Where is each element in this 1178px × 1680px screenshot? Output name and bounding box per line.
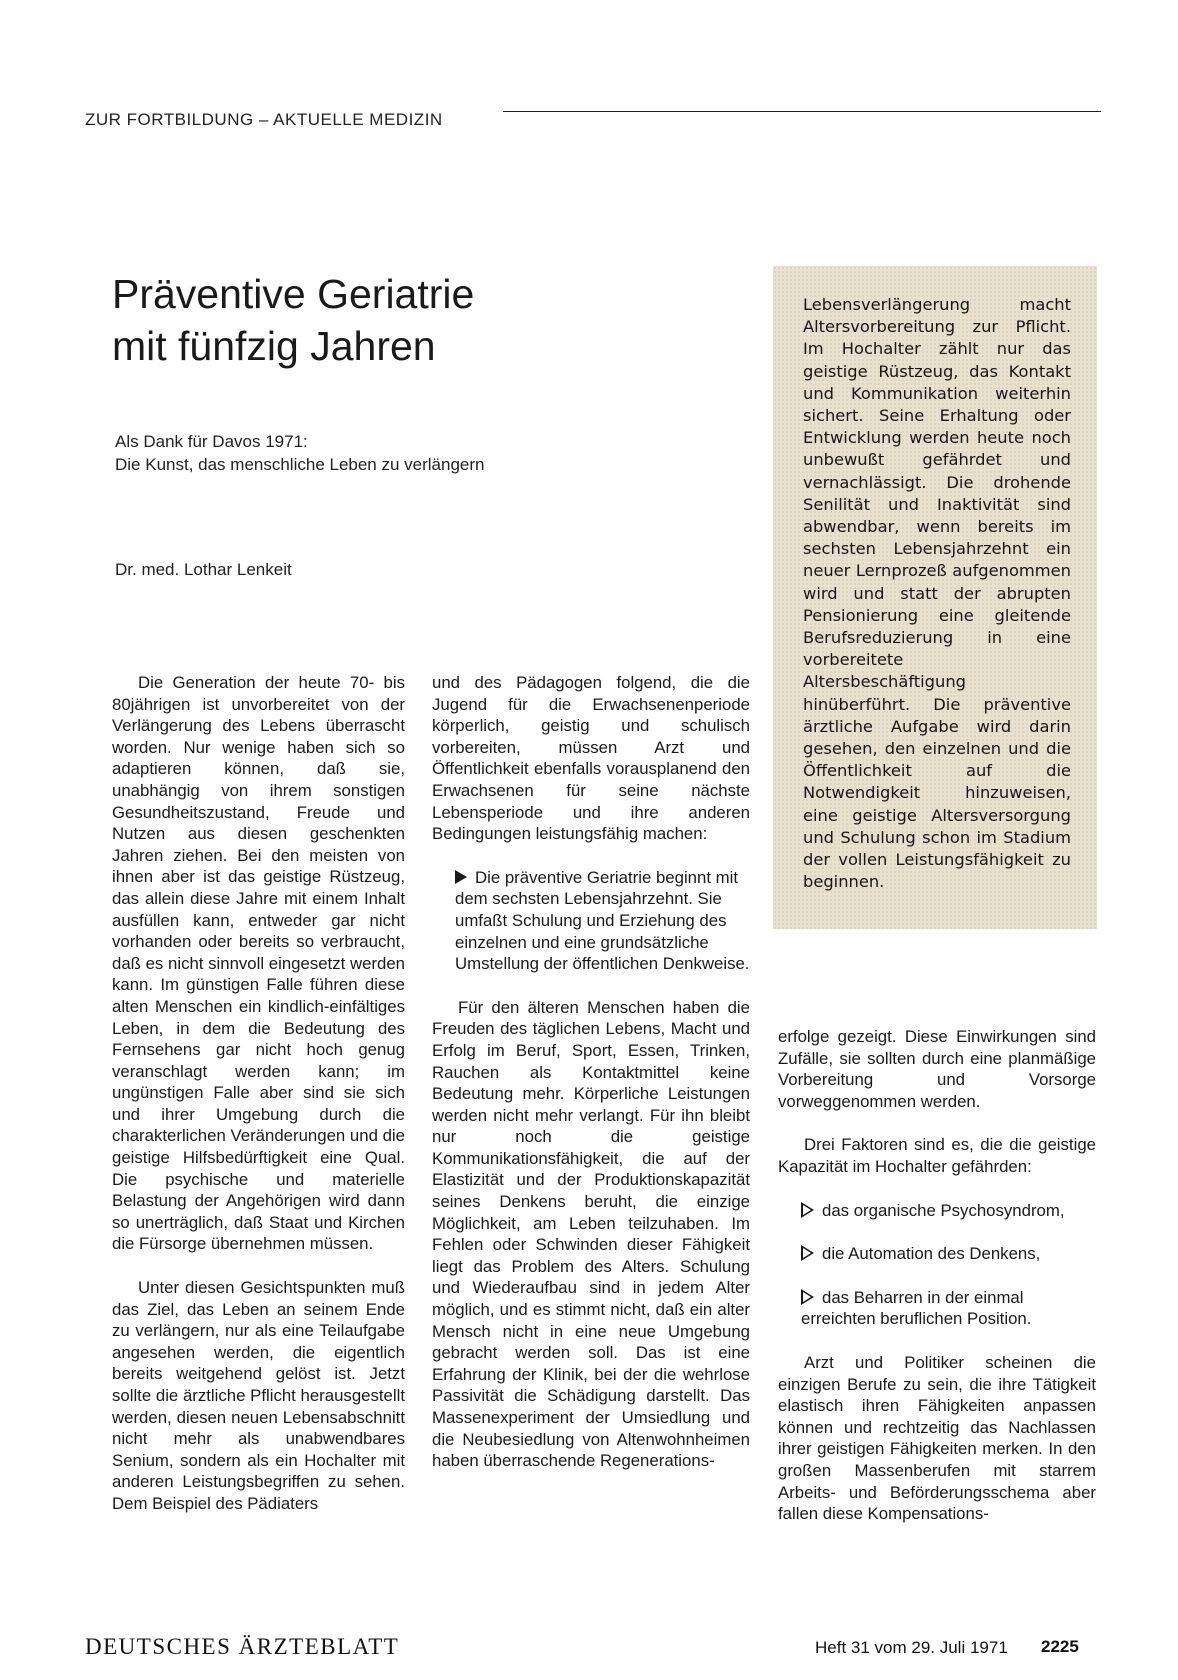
body-paragraph: Arzt und Politiker scheinen die einzigen Berufe zu sein, die ihre Tätigkeit elastisch ihren Fähigkeiten anpassen können und rechtzeitig das Nachlassen ihrer geistigen Fähigkeiten merken. In den großen Massenberufen mit starrem Arbeits- und Beförderungsschema aber fallen diese Kompensations- xyxy=(778,1352,1096,1524)
header-rule xyxy=(503,111,1101,112)
section-header: ZUR FORTBILDUNG – AKTUELLE MEDIZIN xyxy=(85,110,443,129)
title-line-2: mit fünfzig Jahren xyxy=(112,323,436,369)
summary-text xyxy=(803,294,1071,893)
body-paragraph: Unter diesen Gesichtspunkten muß das Ziel, das Leben an seinem Ende zu verlängern, nur als eine Teilaufgabe angesehen werden, die eigentlich bereits weitgehend gelöst ist. Jetzt sollte die ärztliche Pflicht herausgestellt werden, diesen neuen Lebensabschnitt nicht mehr als unabwendbares Senium, sondern als ein Hochalter mit anderen Leistungsbegriffen zu sehen. Dem Beispiel des Pädiaters xyxy=(112,1278,405,1513)
body-paragraph: erfolge gezeigt. Diese Einwirkungen sind Zufälle, sie sollten durch eine planmäßige Vorbereitung und Vorsorge vorweggenommen werden. xyxy=(778,1027,1096,1111)
column-2 xyxy=(432,672,750,1494)
body-paragraph: Drei Faktoren sind es, die die geistige Kapazität im Hochalter gefährden: xyxy=(778,1135,1096,1176)
author-name: Dr. med. Lothar Lenkeit xyxy=(115,560,292,579)
summary-paragraph: Lebensverlängerung macht Altersvorbereitung zur Pflicht. Im Hochalter zählt nur das geistige Rüstzeug, das Kontakt und Kommunikation weiterhin sichert. Seine Erhaltung oder Entwicklung werden heute noch unbewußt gefährdet und vernachlässigt. Die drohende Senilität und Inaktivität sind abwendbar, wenn bereits im sechsten Lebensjahrzehnt ein neuer Lernprozeß aufgenommen wird und statt der abrupten Pensionierung eine gleitende Berufsreduzierung in eine vorbereitete Altersbeschäftigung hinüberführt. Die präventive ärztliche Aufgabe wird darin gesehen, den einzelnen und die Öffentlichkeit auf die Notwendigkeit hinzuweisen, eine geistige Altersversorgung und Schulung schon im Stadium der vollen Leistungsfähigkeit zu beginnen. xyxy=(803,295,1071,892)
column-3 xyxy=(778,1026,1096,1547)
page-number: 2225 xyxy=(1041,1637,1079,1656)
list-item-text: die Automation des Denkens, xyxy=(822,1244,1041,1264)
subtitle-line-1: Als Dank für Davos 1971: xyxy=(115,432,308,451)
list-item xyxy=(778,1200,1096,1222)
open-triangle-bullet-icon xyxy=(801,1289,814,1305)
article-title xyxy=(112,268,672,372)
body-paragraph: und des Pädagogen folgend, die die Jugend für die Erwachsenenperiode körperlich, geistig und schulisch vorbereiten, müssen Arzt und Öffentlichkeit ebenfalls vorausplanend den Erwachsenen für seine nächste Lebensperiode und ihre anderen Bedingungen leistungsfähig machen: xyxy=(432,673,750,844)
subtitle-line-2: Die Kunst, das menschliche Leben zu verlängern xyxy=(115,455,485,474)
open-triangle-bullet-icon xyxy=(801,1202,814,1218)
list-item-text: das organische Psychosyndrom, xyxy=(822,1200,1065,1220)
issue-info: Heft 31 vom 29. Juli 1971 xyxy=(815,1638,1008,1657)
title-line-1: Präventive Geriatrie xyxy=(112,271,475,317)
list-item-text: das Beharren in der einmal erreichten beruflichen Position. xyxy=(801,1287,1032,1329)
open-triangle-bullet-icon xyxy=(801,1245,814,1261)
journal-name: DEUTSCHES ÄRZTEBLATT xyxy=(85,1634,400,1659)
column-1 xyxy=(112,672,405,1537)
list-item xyxy=(778,1243,1096,1265)
article-subtitle xyxy=(115,430,485,476)
list-item xyxy=(778,1287,1096,1330)
body-paragraph: Die Generation der heute 70- bis 80jährigen ist unvorbereitet von der Verlängerung des Lebens überrascht worden. Nur wenige haben sich so adaptieren können, daß sie, unabhängig von ihrem sonstigen Gesundheitszustand, Freude und Nutzen aus diesen geschenkten Jahren ziehen. Bei den meisten von ihnen aber ist das geistige Rüstzeug, das allein diese Jahre mit einem Inhalt ausfüllen kann, entweder gar nicht vorhanden oder bereits so verbraucht, daß es nicht sinnvoll eingesetzt werden kann. Im günstigen Falle führen diese alten Menschen ein kindlich-einfältiges Leben, in dem die Bedeutung des Fernsehens gar nicht hoch genug veranschlagt werden kann; im ungünstigen Falle aber sind sie sich und ihrer Umgebung durch die charakterlichen Veränderungen und die geistige Hilfsbedürftigkeit eine Qual. Die psychische und materielle Belastung der Angehörigen wird dann so unerträglich, daß Staat und Kirchen die Fürsorge übernehmen müssen. xyxy=(112,673,405,1254)
key-point-text: Die präventive Geriatrie beginnt mit dem sechsten Lebensjahrzehnt. Sie umfaßt Schulung und Erziehung des einzelnen und eine grundsätzliche Umstellung der öffentlichen Denkweise. xyxy=(455,867,750,974)
key-point xyxy=(432,867,750,975)
triangle-bullet-icon xyxy=(455,870,467,884)
body-paragraph: Für den älteren Menschen haben die Freuden des täglichen Lebens, Macht und Erfolg im Beruf, Sport, Essen, Trinken, Rauchen als Kontaktmittel keine Bedeutung mehr. Körperliche Leistungen werden nicht mehr verlangt. Für ihn bleibt nur noch die geistige Kommunikationsfähigkeit, die auf der Elastizität und der Produktionskapazität seines Denkens beruht, die einzige Möglichkeit, am Leben teilzuhaben. Im Fehlen oder Schwinden dieser Fähigkeit liegt das Problem des Alters. Schulung und Wiederaufbau sind in jedem Alter möglich, und es stimmt nicht, daß ein alter Mensch nicht in eine neue Umgebung gebracht werden soll. Das ist eine Erfahrung der Klinik, bei der die wehrlose Passivität die Schädigung darstellt. Das Massenexperiment der Umsiedlung und die Neubesiedlung von Altenwohnheimen haben überraschende Regenerations- xyxy=(432,997,750,1471)
